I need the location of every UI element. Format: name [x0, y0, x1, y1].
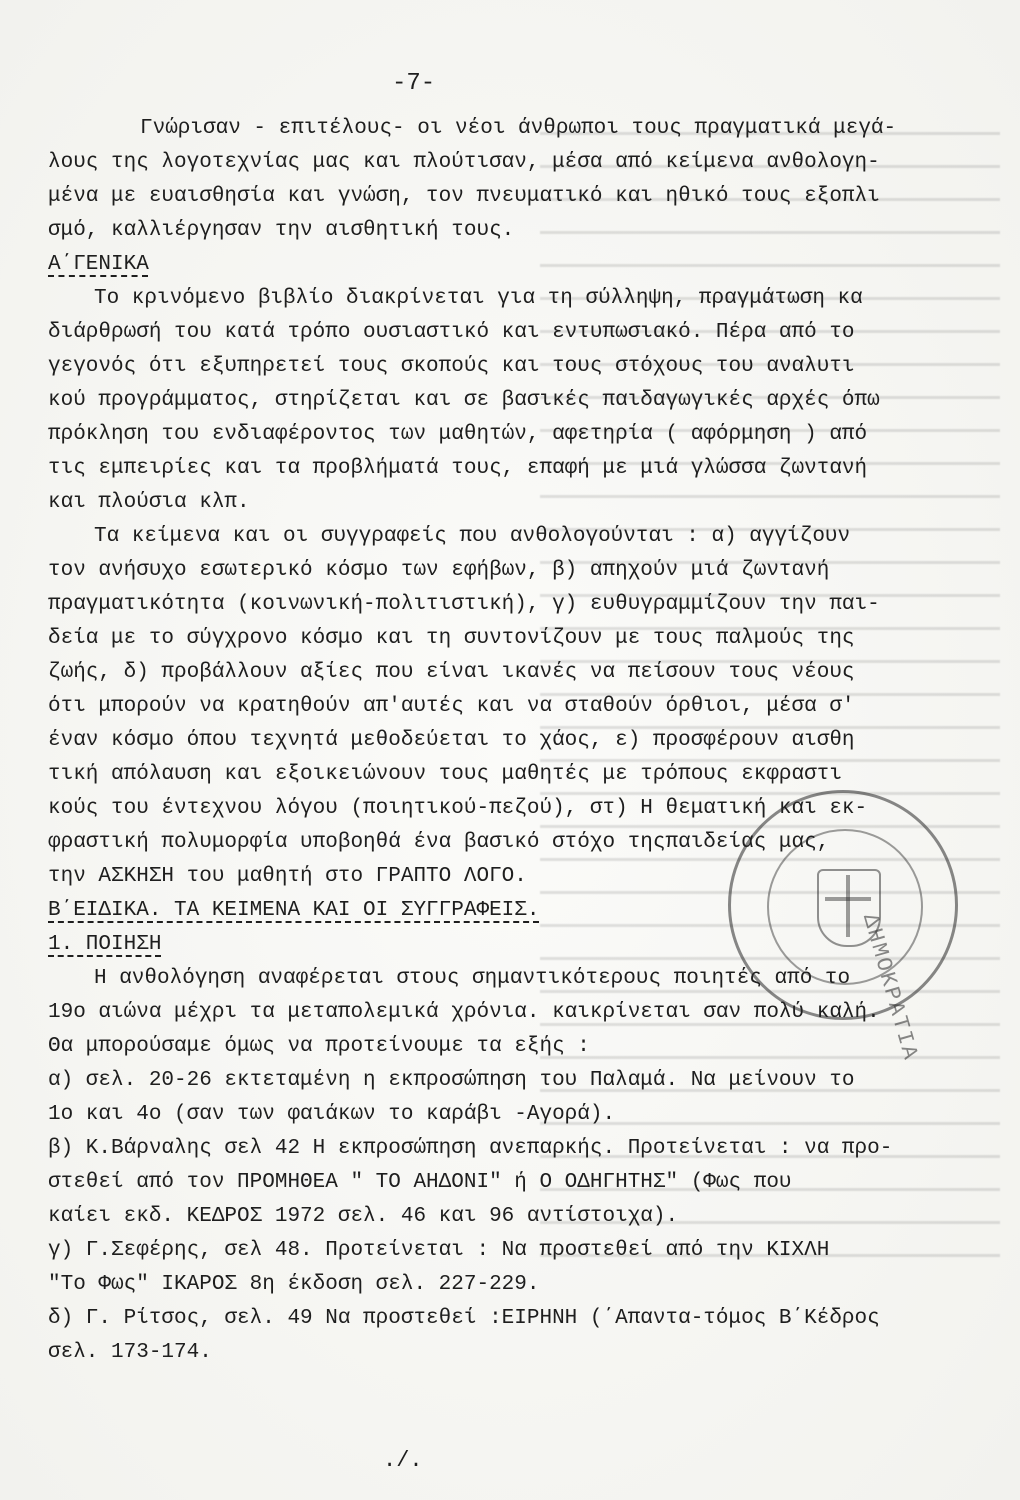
text-line: Γνώρισαν - επιτέλους- οι νέοι άνθρωποι τους πραγματικά μεγά- [140, 117, 897, 140]
text-line: σμό, καλλιέργησαν την αισθητική τους. [48, 219, 515, 242]
text-line: α) σελ. 20-26 εκτεταμένη η εκπροσώπηση του Παλαμά. Να μείνουν το [48, 1069, 855, 1092]
text-line: και πλούσια κλπ. [48, 491, 250, 514]
text-line: σελ. 173-174. [48, 1341, 212, 1364]
text-line: Θα μπορούσαμε όμως να προτείνουμε τα εξής : [48, 1035, 590, 1058]
text-line: Τα κείμενα και οι συγγραφείς που ανθολογούνται : α) αγγίζουν [94, 525, 851, 548]
text-line: τις εμπειρίες και τα προβλήματά τους, επαφή με μιά γλώσσα ζωντανή [48, 457, 868, 480]
text-line: έναν κόσμο όπου τεχνητά μεθοδεύεται το χάος, ε) προσφέρουν αισθη [48, 729, 855, 752]
text-line: πρόκληση του ενδιαφέροντος των μαθητών, αφετηρία ( αφόρμηση ) από [48, 423, 868, 446]
text-line: μένα με ευαισθησία και γνώση, τον πνευματικό και ηθικό τους εξοπλι [48, 185, 880, 208]
text-line: γ) Γ.Σεφέρης, σελ 48. Προτείνεται : Να προστεθεί από την ΚΙΧΛΗ [48, 1239, 830, 1262]
text-line: τον ανήσυχο εσωτερικό κόσμο των εφήβων, β) απηχούν μιά ζωντανή [48, 559, 830, 582]
text-line: διάρθρωσή του κατά τρόπο ουσιαστικό και εντυπωσιακό. Πέρα από το [48, 321, 855, 344]
text-line: φραστική πολυμορφία υποβοηθά ένα βασικό στόχο τηςπαιδείας μας, [48, 831, 830, 854]
text-line: γεγονός ότι εξυπηρετεί τους σκοπούς και τους στόχους του αναλυτι [48, 355, 855, 378]
text-line: ότι μπορούν να κρατηθούν απ'αυτές και να σταθούν όρθιοι, μέσα σ' [48, 695, 855, 718]
section-heading: 1. ΠΟΙΗΣΗ [48, 933, 162, 956]
text-line: τική απόλαυση και εξοικειώνουν τους μαθητές με τρόπους εκφραστι [48, 763, 842, 786]
text-line: την ΑΣΚΗΣΗ του μαθητή στο ΓΡΑΠΤΟ ΛΟΓΟ. [48, 865, 527, 888]
text-line: στεθεί από τον ΠΡΟΜΗΘΕΑ " ΤΟ ΑΗΔΟΝΙ" ή Ο ΟΔΗΓΗΤΗΣ" (Φως που [48, 1171, 792, 1194]
text-line: ζωής, δ) προβάλλουν αξίες που είναι ικανές να πείσουν τους νέους [48, 661, 855, 684]
text-line: 1ο και 4ο (σαν των φαιάκων το καράβι -Αγορά). [48, 1103, 616, 1126]
section-heading: Α΄ΓΕΝΙΚΑ [48, 253, 149, 276]
text-line: β) Κ.Βάρναλης σελ 42 Η εκπροσώπηση ανεπαρκής. Προτείνεται : να προ- [48, 1137, 893, 1160]
text-line: κού προγράμματος, στηρίζεται και σε βασικές παιδαγωγικές αρχές όπω [48, 389, 880, 412]
text-line: καίει εκδ. ΚΕΔΡΟΣ 1972 σελ. 46 και 96 αντίστοιχα). [48, 1205, 679, 1228]
text-line: "Το Φως" ΙΚΑΡΟΣ 8η έκδοση σελ. 227-229. [48, 1273, 540, 1296]
document-body [48, 112, 978, 1370]
text-line: πραγματικότητα (κοινωνική-πολιτιστική), γ) ευθυγραμμίζουν την παι- [48, 593, 880, 616]
text-line: Το κρινόμενο βιβλίο διακρίνεται για τη σύλληψη, πραγμάτωση κα [94, 287, 863, 310]
text-line: δεία με το σύγχρονο κόσμο και τη συντονίζουν με τους παλμούς της [48, 627, 855, 650]
text-line: λους της λογοτεχνίας μας και πλούτισαν, μέσα από κείμενα ανθολογη- [48, 151, 880, 174]
official-stamp [728, 790, 958, 1065]
text-line: 19ο αιώνα μέχρι τα μεταπολεμικά χρόνια. καικρίνεται σαν πολύ καλή. [48, 1001, 880, 1024]
continuation-mark: ./. [383, 1448, 423, 1473]
text-line: Η ανθολόγηση αναφέρεται στους σημαντικότερους ποιητές από το [94, 967, 851, 990]
section-heading: Β΄ΕΙΔΙΚΑ. ΤΑ ΚΕΙΜΕΝΑ ΚΑΙ ΟΙ ΣΥΓΓΡΑΦΕΙΣ. [48, 899, 540, 922]
page-number: -7- [392, 70, 436, 97]
text-line: κούς του έντεχνου λόγου (ποιητικού-πεζού), στ) Η θεματική και εκ- [48, 797, 868, 820]
stamp-ring-text: ΔΗΜΟΚΡΑΤΙΑ [856, 911, 923, 1065]
text-line: δ) Γ. Ρίτσος, σελ. 49 Να προστεθεί :ΕΙΡΗΝΗ (΄Απαντα-τόμος Β΄Κέδρος [48, 1307, 880, 1330]
